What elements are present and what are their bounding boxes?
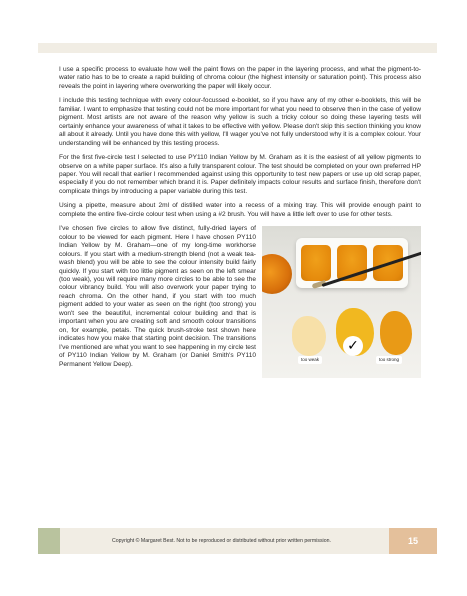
paint-test-photo [262, 226, 421, 378]
copyright-notice: Copyright © Margaret Best. Not to be reproduced or distributed without prior written permission. [112, 538, 331, 544]
swatch-too-weak [292, 316, 326, 356]
label-too-strong: too strong [376, 356, 402, 364]
header-bar [38, 43, 437, 53]
paragraph-4: Using a pipette, measure about 2ml of distilled water into a recess of a mixing tray. This will provide enough paint to complete the entire five-circle colour test when using a #2 brush. You will have a little left over to use for other tests. [59, 202, 421, 218]
figure-text-block [59, 225, 421, 369]
paragraph-1: I use a specific process to evaluate how well the paint flows on the paper in the layering process, and what the pigment-to-water ratio has to be to create a rapid building of chroma colour (the highest intensity or saturation point). This process also reveals the point in layering where overworking the paper will likely occur. [59, 66, 421, 90]
paragraph-5: I've chosen five circles to allow five distinct, fully-dried layers of colour to be viewed for each pigment. Here I have chosen PY110 Indian Yellow by M. Graham—one of my long-time workhorse colours. If you start with a medium-strength blend (not a weak tea-wash blend) you will be able to see the colour intensity build fairly quickly. If you start with too little pigment as seen on the left smear (too weak), you will require many more circles to be able to see the colour vibrancy build. You will also overwork your paper trying to reach chroma. On the other hand, if you start with too much pigment added to your water as seen on the right (too strong) you won't see the beautiful, incremental colour building and that is important when you are creating soft and smooth colour transitions on, for example, petals. The quick brush-stroke test shown here indicates how you make that starting point decision. The transitions I've mentioned are what you want to see happening in my circle test of PY110 Indian Yellow by M. Graham (or Daniel Smith's PY110 Permanent Yellow Deep). [59, 225, 256, 368]
footer-accent [38, 528, 60, 554]
paragraph-2: I include this testing technique with every colour-focussed e-booklet, so if you have any of my other e-booklets, this will be familiar. I want to emphasize that testing could not be more important for what you need to observe then in the case of yellow pigment. Most artists are not aware of the reason why yellow is such a tricky colour so doing these layering tests will certainly enhance your awareness of what it takes to be effective with yellow. Please don't skip this section thinking you know all about it already. Until you have done this with yellow, I'll wager you've not fully understood why it is a complex colour. Your understanding will be enhanced by this testing process. [59, 97, 421, 147]
tray-well [301, 245, 331, 281]
page-number: 15 [389, 528, 437, 554]
footer-bar [38, 528, 437, 554]
label-too-weak: too weak [298, 356, 322, 364]
paragraph-3: For the first five-circle test I selected to use PY110 Indian Yellow by M. Graham as it is the easiest of all yellow pigments to observe on a white paper surface. It's also a fully transparent colour. The test should be completed on your own preferred HP paper. You will recall that earlier I recommended against using this opportunity to test new papers or use up old scrap paper, especially if you do not remember which brand it is. Paper definitely impacts colour results and surface finish, therefore don't complicate things by introducing a paper variable during this test. [59, 154, 421, 195]
page-content [59, 66, 421, 380]
swatch-too-strong [380, 311, 412, 355]
checkmark-icon: ✓ [343, 336, 363, 356]
paint-jar [262, 254, 292, 294]
